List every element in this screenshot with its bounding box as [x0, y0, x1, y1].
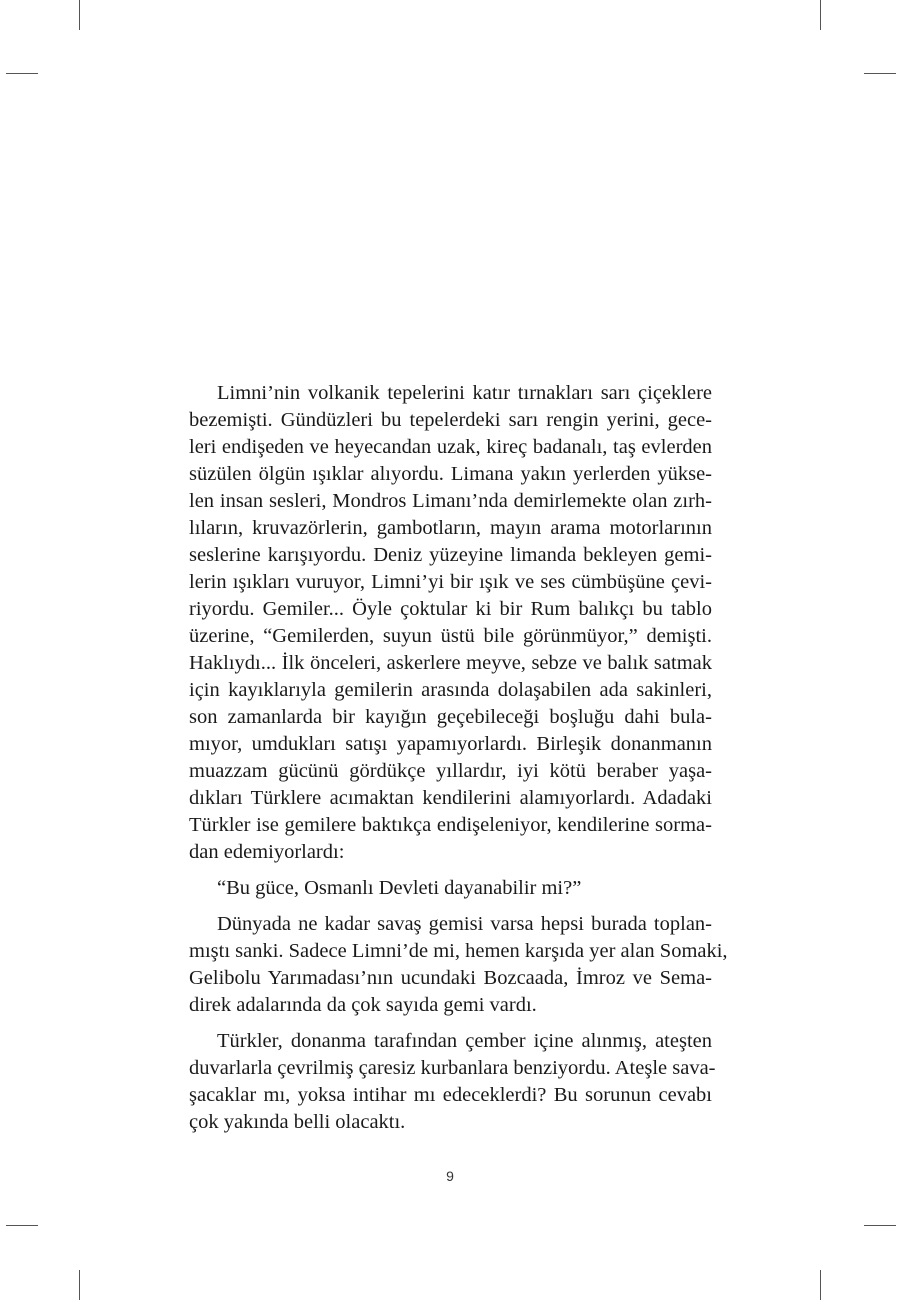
text-line: bezemişti. Gündüzleri bu tepelerdeki sarı rengin yerini, gece- — [189, 409, 712, 431]
text-line: Türkler ise gemilere baktıkça endişeleniyor, kendilerine sorma- — [189, 814, 712, 836]
text-line: için kayıklarıyla gemilerin arasında dolaşabilen ada sakinleri, — [189, 679, 712, 701]
text-line: leri endişeden ve heyecandan uzak, kireç badanalı, taş evlerden — [189, 436, 712, 458]
paragraph-2 — [189, 875, 712, 902]
crop-mark-top-right — [820, 0, 821, 30]
text-line: direk adalarında da çok sayıda gemi vardı. — [189, 994, 537, 1016]
text-line: süzülen ölgün ışıklar alıyordu. Limana yakın yerlerden yükse- — [189, 463, 712, 485]
text-line: duvarlarla çevrilmiş çaresiz kurbanlara benziyordu. Ateşle sava- — [189, 1057, 716, 1079]
text-line: dan edemiyorlardı: — [189, 841, 345, 863]
text-line: riyordu. Gemiler... Öyle çoktular ki bir Rum balıkçı bu tablo — [189, 598, 712, 620]
text-line: len insan sesleri, Mondros Limanı’nda demirlemekte olan zırh- — [189, 490, 712, 512]
text-line: şacaklar mı, yoksa intihar mı edeceklerdi? Bu sorunun cevabı — [189, 1084, 712, 1106]
text-line: Türkler, donanma tarafından çember içine alınmış, ateşten — [217, 1030, 712, 1052]
crop-mark-bottom-right — [820, 1270, 821, 1300]
text-line: dıkları Türklere acımaktan kendilerini alamıyorlardı. Adadaki — [189, 787, 712, 809]
paragraph-3 — [189, 911, 728, 1019]
text-line: mıyor, umdukları satışı yapamıyorlardı. Birleşik donanmanın — [189, 733, 712, 755]
page-number: 9 — [446, 1168, 454, 1184]
crop-mark-bottom-left — [79, 1270, 80, 1300]
paragraph-1 — [189, 380, 712, 866]
text-line: son zamanlarda bir kayığın geçebileceği boşluğu dahi bula- — [189, 706, 712, 728]
text-line: lıların, kruvazörlerin, gambotların, mayın arama motorlarının — [189, 517, 712, 539]
text-line: Dünyada ne kadar savaş gemisi varsa hepsi burada toplan- — [217, 913, 712, 935]
paragraph-4 — [189, 1028, 716, 1136]
crop-mark-right-bottom — [864, 1225, 896, 1226]
crop-mark-left-top — [6, 73, 38, 74]
text-line: Gelibolu Yarımadası’nın ucundaki Bozcaada, İmroz ve Sema- — [189, 967, 712, 989]
text-line: mıştı sanki. Sadece Limni’de mi, hemen karşıda yer alan Somaki, — [189, 940, 728, 962]
text-line: Haklıydı... İlk önceleri, askerlere meyve, sebze ve balık satmak — [189, 652, 712, 674]
body-text — [189, 380, 728, 1136]
crop-mark-right-top — [864, 73, 896, 74]
text-line: çok yakında belli olacaktı. — [189, 1111, 406, 1133]
text-line: “Bu güce, Osmanlı Devleti dayanabilir mi?” — [217, 877, 582, 899]
text-line: lerin ışıkları vuruyor, Limni’yi bir ışık ve ses cümbüşüne çevi- — [189, 571, 712, 593]
text-line: Limni’nin volkanik tepelerini katır tırnakları sarı çiçeklere — [217, 382, 712, 404]
crop-mark-left-bottom — [6, 1225, 38, 1226]
text-line: üzerine, “Gemilerden, suyun üstü bile görünmüyor,” demişti. — [189, 625, 712, 647]
crop-mark-top-left — [79, 0, 80, 30]
text-line: seslerine karışıyordu. Deniz yüzeyine limanda bekleyen gemi- — [189, 544, 712, 566]
text-line: muazzam gücünü gördükçe yıllardır, iyi kötü beraber yaşa- — [189, 760, 712, 782]
